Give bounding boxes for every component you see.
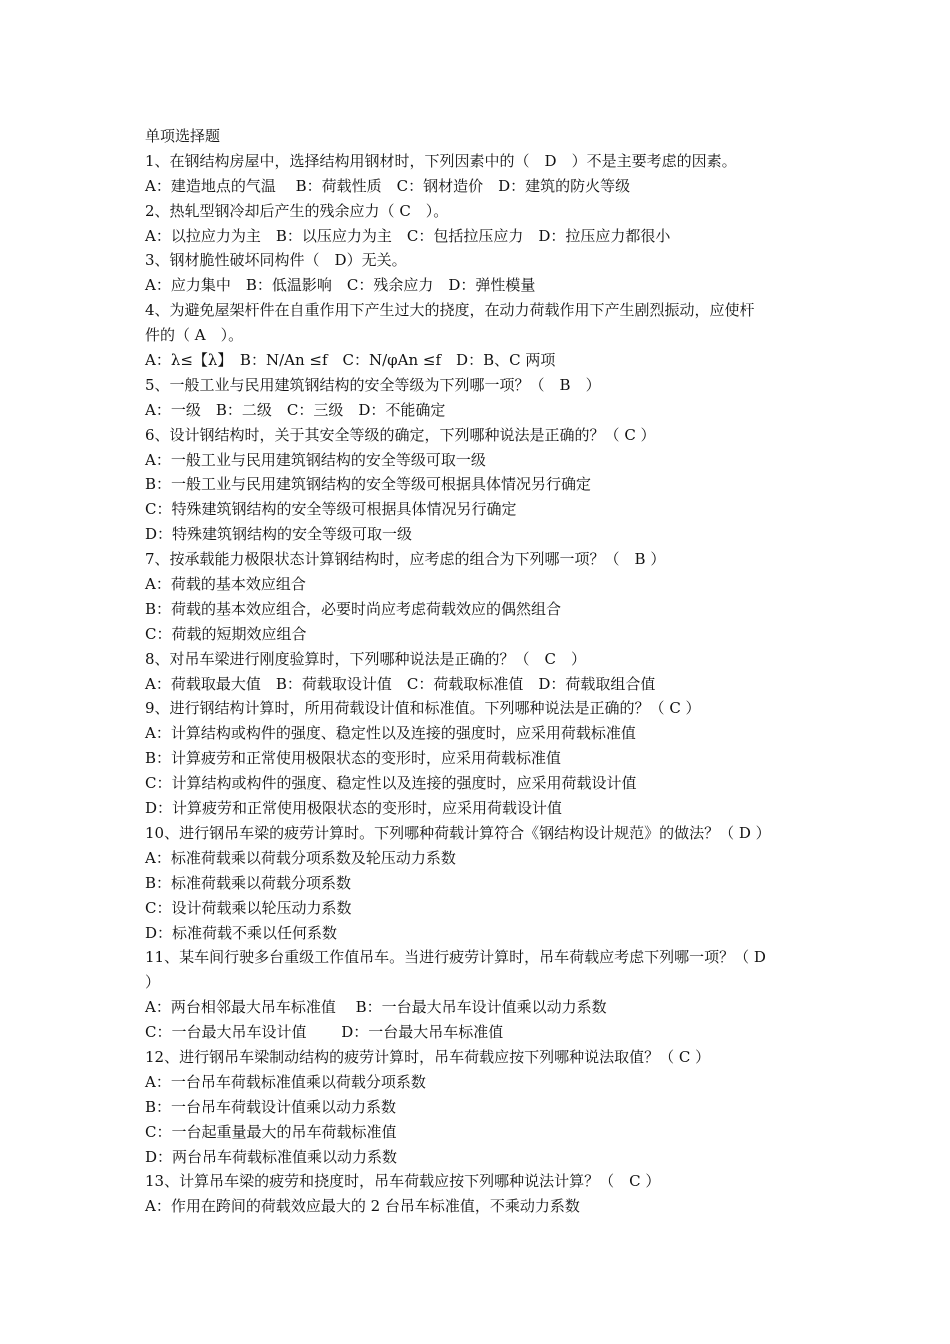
text-line: A：两台相邻最大吊车标准值 B：一台最大吊车设计值乘以动力系数	[145, 998, 607, 1017]
text-line: 4、为避免屋架杆件在自重作用下产生过大的挠度，在动力荷载作用下产生剧烈振动，应使杆	[145, 301, 755, 320]
text-line: A：作用在跨间的荷载效应最大的 2 台吊车标准值，不乘动力系数	[145, 1197, 580, 1216]
section-heading: 单项选择题	[145, 127, 221, 145]
text-line: C：一台最大吊车设计值 D：一台最大吊车标准值	[145, 1023, 504, 1042]
question-list	[145, 149, 813, 1219]
text-line: C：计算结构或构件的强度、稳定性以及连接的强度时，应采用荷载设计值	[145, 774, 637, 793]
text-line: ）	[145, 973, 161, 992]
text-line: A：λ≤【λ】 B：N/An ≤f C：N/φAn ≤f D：B、C 两项	[145, 351, 556, 370]
text-line: A：应力集中 B：低温影响 C：残余应力 D：弹性模量	[145, 276, 536, 295]
text-line: A：以拉应力为主 B：以压应力为主 C：包括拉压应力 D：拉压应力都很小	[145, 226, 671, 245]
text-line: D：计算疲劳和正常使用极限状态的变形时，应采用荷载设计值	[145, 799, 563, 818]
text-line: B：荷载的基本效应组合，必要时尚应考虑荷载效应的偶然组合	[145, 599, 562, 618]
document-page	[145, 124, 813, 1219]
text-line: 12、进行钢吊车梁制动结构的疲劳计算时，吊车荷载应按下列哪种说法取值？（ C ）	[145, 1047, 711, 1066]
text-line: A：建造地点的气温 B：荷载性质 C：钢材造价 D：建筑的防火等级	[145, 176, 631, 195]
text-line: B：标准荷载乘以荷载分项系数	[145, 873, 352, 892]
text-line: 6、设计钢结构时，关于其安全等级的确定，下列哪种说法是正确的？（ C ）	[145, 425, 656, 444]
text-line: B：一般工业与民用建筑钢结构的安全等级可根据具体情况另行确定	[145, 475, 592, 494]
text-line: 3、钢材脆性破坏同构件（ D）无关。	[145, 251, 407, 270]
text-line: A：计算结构或构件的强度、稳定性以及连接的强度时，应采用荷载标准值	[145, 724, 636, 743]
text-line: 2、热轧型钢冷却后产生的残余应力（ C ）。	[145, 201, 449, 220]
text-line: C：一台起重量最大的吊车荷载标准值	[145, 1122, 397, 1141]
text-line: B：计算疲劳和正常使用极限状态的变形时，应采用荷载标准值	[145, 749, 562, 768]
text-line: 9、进行钢结构计算时，所用荷载设计值和标准值。下列哪种说法是正确的？（ C ）	[145, 699, 701, 718]
text-line: C：荷载的短期效应组合	[145, 624, 307, 643]
text-line: 7、按承载能力极限状态计算钢结构时，应考虑的组合为下列哪一项？（ B ）	[145, 550, 666, 569]
text-line: A：荷载的基本效应组合	[145, 575, 306, 594]
text-line: A：标准荷载乘以荷载分项系数及轮压动力系数	[145, 848, 456, 867]
text-line: 10、进行钢吊车梁的疲劳计算时。下列哪种荷载计算符合《钢结构设计规范》的做法？（ D ）	[145, 823, 771, 842]
text-line: 13、计算吊车梁的疲劳和挠度时，吊车荷载应按下列哪种说法计算？（ C ）	[145, 1172, 661, 1191]
text-line: A：一级 B：二级 C：三级 D：不能确定	[145, 400, 446, 419]
text-line: A：一台吊车荷载标准值乘以荷载分项系数	[145, 1072, 426, 1091]
text-line: 件的（ A ）。	[145, 326, 244, 345]
text-line: D：标准荷载不乘以任何系数	[145, 923, 338, 942]
text-line: D：特殊建筑钢结构的安全等级可取一级	[145, 525, 413, 544]
text-line: D：两台吊车荷载标准值乘以动力系数	[145, 1147, 398, 1166]
text-line: C：特殊建筑钢结构的安全等级可根据具体情况另行确定	[145, 500, 517, 519]
text-line: 1、在钢结构房屋中，选择结构用钢材时，下列因素中的（ D ）不是主要考虑的因素。	[145, 151, 737, 170]
text-line: C：设计荷载乘以轮压动力系数	[145, 898, 352, 917]
text-line: 8、对吊车梁进行刚度验算时，下列哪种说法是正确的？（ C ）	[145, 649, 587, 668]
text-line: 5、一般工业与民用建筑钢结构的安全等级为下列哪一项？（ B ）	[145, 375, 601, 394]
text-line: A：荷载取最大值 B：荷载取设计值 C：荷载取标准值 D：荷载取组合值	[145, 674, 656, 693]
text-line: 11、某车间行驶多台重级工作值吊车。当进行疲劳计算时，吊车荷载应考虑下列哪一项？（ D	[145, 948, 766, 967]
text-line: A：一般工业与民用建筑钢结构的安全等级可取一级	[145, 450, 486, 469]
text-line: B：一台吊车荷载设计值乘以动力系数	[145, 1097, 397, 1116]
